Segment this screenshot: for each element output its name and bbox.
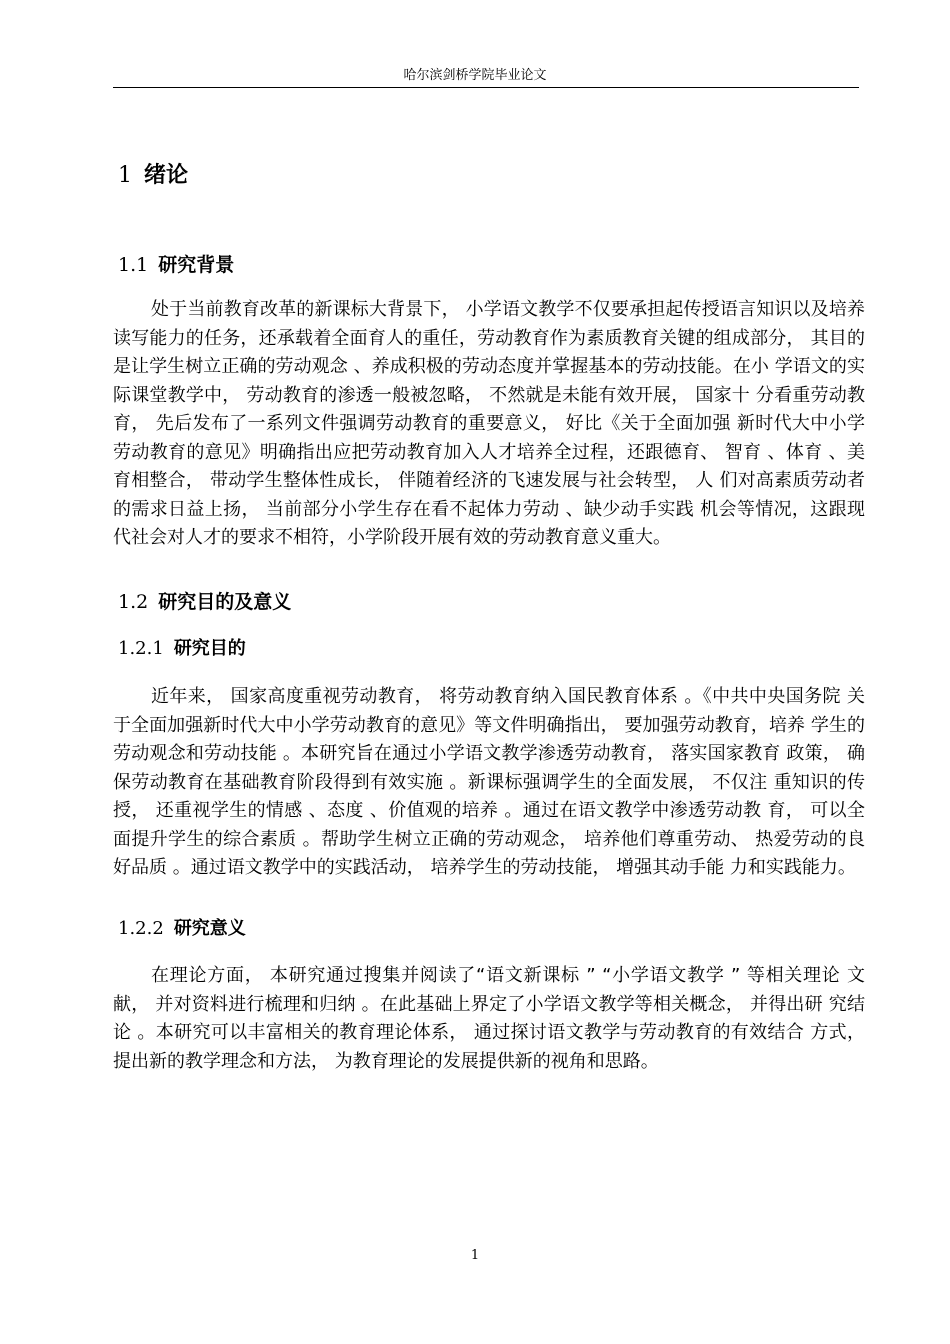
section-number: 1.2 [118,591,149,613]
subsection-title: 研究目的 [173,638,246,659]
paragraph-purpose: 近年来， 国家高度重视劳动教育， 将劳动教育纳入国民教育体系 。《中共中央国务院 关于全面加强新时代大中小学劳动教育的意见》等文件明确指出， 要加强劳动教育，培养 学生的劳动观念和劳动技能 。本研究旨在通过小学语文教学渗透劳动教育， 落实国家教育 政策， 确保劳动教育在基础教育阶段得到有效实施 。新课标强调学生的全面发展， 不仅注 重知识的传授， 还重视学生的情感 、态度 、价值观的培养 。通过在语文教学中渗透劳动教 育， 可以全面提升学生的综合素质 。帮助学生树立正确的劳动观念， 培养他们尊重劳动、 热爱劳动的良好品质 。通过语文教学中的实践活动， 培养学生的劳动技能， 增强其动手能 力和实践能力。 [113,686,865,878]
section-number: 1.1 [118,254,149,276]
header-divider [113,87,859,88]
chapter-number: 1 [118,163,132,188]
section-title: 研究目的及意义 [158,591,292,613]
section-title: 研究背景 [158,254,235,276]
paragraph-significance: 在理论方面， 本研究通过搜集并阅读了“语文新课标 ” “小学语文教学 ” 等相关理论 文献， 并对资料进行梳理和归纳 。在此基础上界定了小学语文教学等相关概念， 并得出研 究结论 。本研究可以丰富相关的教育理论体系， 通过探讨语文教学与劳动教育的有效结合 方式， 提出新的教学理念和方法， 为教育理论的发展提供新的视角和思路。 [113,965,865,1072]
section-heading-1-2 [118,588,291,616]
chapter-title: 绪论 [144,163,189,188]
subsection-heading-1-2-2 [118,916,246,942]
subsection-number: 1.2.2 [118,918,164,939]
subsection-number: 1.2.1 [118,638,164,659]
paragraph-background: 处于当前教育改革的新课标大背景下， 小学语文教学不仅要承担起传授语言知识以及培养读写能力的任务，还承载着全面育人的重任，劳动教育作为素质教育关键的组成部分， 其目的是让学生树立正确的劳动观念 、养成积极的劳动态度并掌握基本的劳动技能。在小 学语文的实际课堂教学中， 劳动教育的渗透一般被忽略， 不然就是未能有效开展， 国家十 分看重劳动教育， 先后发布了一系列文件强调劳动教育的重要意义， 好比《关于全面加强 新时代大中小学劳动教育的意见》明确指出应把劳动教育加入人才培养全过程，还跟德育、 智育 、体育 、美育相整合， 带动学生整体性成长， 伴随着经济的飞速发展与社会转型， 人 们对高素质劳动者的需求日益上扬， 当前部分小学生存在看不起体力劳动 、缺少动手实践 机会等情况，这跟现代社会对人才的要求不相符，小学阶段开展有效的劳动教育意义重大。 [113,299,865,548]
subsection-heading-1-2-1 [118,636,246,662]
section-heading-1-1 [118,251,234,279]
page-header: 哈尔滨剑桥学院毕业论文 [403,68,547,83]
chapter-heading [118,160,188,192]
subsection-title: 研究意义 [173,918,246,939]
page-number: 1 [470,1248,480,1263]
